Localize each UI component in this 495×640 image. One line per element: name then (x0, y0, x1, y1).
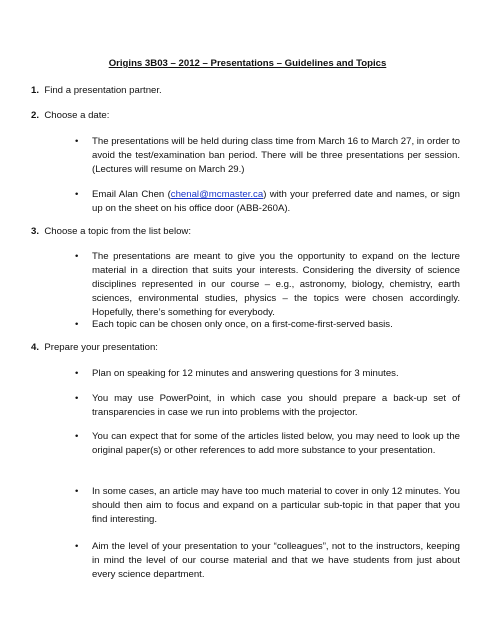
bullet-icon: • (75, 486, 79, 497)
step-3 (31, 226, 191, 237)
bullet-text: ) with your preferred date and names, or sign up on the sheet on his office door (ABB-260A). (92, 189, 460, 214)
step-number: 3. (31, 226, 40, 237)
bullet-item (75, 318, 460, 332)
step-text: Prepare your presentation: (44, 342, 158, 353)
bullet-text: You can expect that for some of the articles listed below, you may need to look up the original paper(s) or other references to add more substance to your presentation. (92, 431, 460, 456)
bullet-text: Plan on speaking for 12 minutes and answering questions for 3 minutes. (92, 368, 399, 379)
page-title: Origins 3B03 – 2012 – Presentations – Guidelines and Topics (108, 58, 387, 69)
bullet-text: Email Alan Chen ( (92, 189, 171, 200)
bullet-icon: • (75, 189, 79, 200)
step-4 (31, 342, 158, 353)
bullet-item (75, 188, 460, 216)
bullet-text: Aim the level of your presentation to your “colleagues”, not to the instructors, keeping in mind the level of our course material and that we have students from just about every science department. (92, 541, 460, 580)
bullet-icon: • (75, 393, 79, 404)
step-text: Choose a date: (44, 110, 110, 121)
bullet-icon: • (75, 541, 79, 552)
step-1 (31, 85, 162, 96)
bullet-item (75, 485, 460, 527)
bullet-text: You may use PowerPoint, in which case you should prepare a back-up set of transparencies in case we run into problems with the projector. (92, 393, 460, 418)
step-text: Choose a topic from the list below: (44, 226, 192, 237)
bullet-item (75, 392, 460, 420)
bullet-item (75, 540, 460, 582)
bullet-item (75, 430, 460, 458)
bullet-item (75, 367, 460, 381)
bullet-text: The presentations will be held during class time from March 16 to March 27, in order to avoid the test/examination ban period. There will be three presentations per session. (Lectures will resume on March 29.) (92, 136, 460, 175)
bullet-text: The presentations are meant to give you the opportunity to expand on the lecture material in a direction that suits your interests. Considering the diversity of science disciplines represented in our course – e.g., astronomy, biology, chemistry, earth sciences, environmental studies, physics – the topics were chosen accordingly. Hopefully, there’s something for everybody. (92, 251, 460, 318)
bullet-item (75, 135, 460, 177)
step-2 (31, 110, 109, 121)
bullet-text: In some cases, an article may have too much material to cover in only 12 minutes. You should then aim to focus and expand on a particular sub-topic in that paper that you find interesting. (92, 486, 460, 525)
step-text: Find a presentation partner. (44, 85, 162, 96)
step-number: 4. (31, 342, 40, 353)
bullet-icon: • (75, 319, 79, 330)
bullet-icon: • (75, 431, 79, 442)
step-number: 1. (31, 85, 40, 96)
bullet-icon: • (75, 368, 79, 379)
email-link[interactable]: chenal@mcmaster.ca (170, 189, 264, 200)
step-number: 2. (31, 110, 40, 121)
bullet-text: Each topic can be chosen only once, on a first-come-first-served basis. (92, 319, 393, 330)
bullet-item (75, 250, 460, 320)
bullet-icon: • (75, 136, 79, 147)
bullet-icon: • (75, 251, 79, 262)
